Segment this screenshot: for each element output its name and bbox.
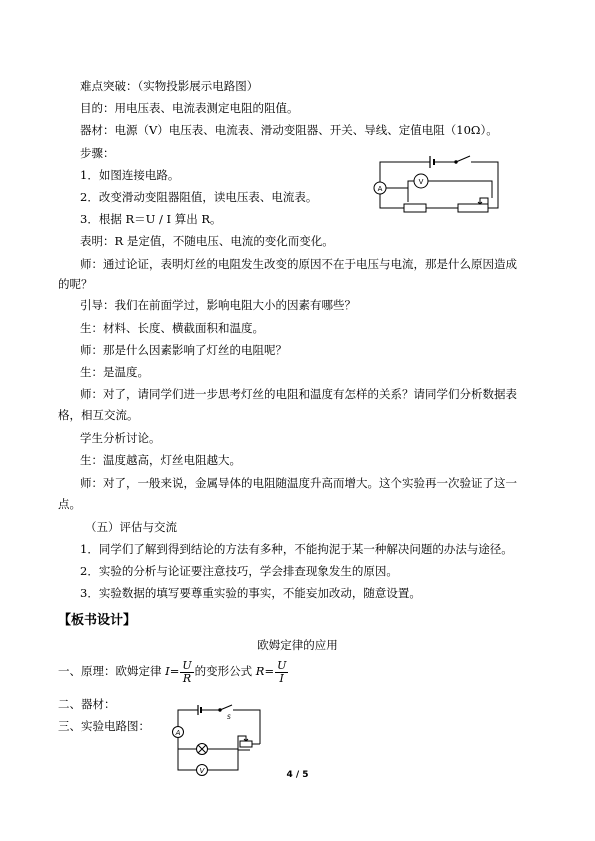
text-line: 格，相互交流。	[58, 408, 139, 422]
text-line: 生：材料、长度、横截面积和温度。	[80, 321, 264, 335]
voltmeter-label: V	[199, 767, 205, 775]
formula1-lhs: I	[165, 664, 170, 678]
board-title: 欧姆定律的应用	[257, 638, 338, 652]
text-line: 难点突破：（实物投影展示电路图）	[80, 79, 259, 93]
text-line: 师：对了，一般来说，金属导体的电阻随温度升高而增大。这个实验再一次验证了这一	[80, 476, 517, 490]
switch-label: S	[227, 714, 231, 721]
text-line: 3．根据 R＝U / I 算出 R。	[80, 212, 222, 226]
formula2-den: I	[279, 671, 284, 685]
text-line: 步骤：	[80, 146, 115, 160]
text-line: 师：那是什么因素影响了灯丝的电阻呢？	[80, 343, 287, 357]
text-line: 目的：用电压表、电流表测定电阻的阻值。	[80, 101, 299, 115]
text-line: 师：对了，请同学们进一步思考灯丝的电阻和温度有怎样的关系？请同学们分析数据表	[80, 387, 517, 401]
text-line: 学生分析讨论。	[80, 431, 161, 445]
text-line: 引导：我们在前面学过，影响电阻大小的因素有哪些？	[80, 298, 356, 312]
text-line: 3．实验数据的填写要尊重实验的事实，不能妄加改动，随意设置。	[80, 586, 421, 600]
formula1-den: R	[182, 671, 192, 685]
principle-prefix: 一、原理：欧姆定律	[58, 664, 162, 678]
lamp-icon	[197, 744, 208, 755]
circuit-line: 三、实验电路图：	[58, 719, 150, 733]
text-line: 2．实验的分析与论证要注意技巧，学会排查现象发生的原因。	[80, 564, 398, 578]
text-line: 表明：R 是定值，不随电压、电流的变化而变化。	[80, 234, 334, 248]
circuit-diagram-1	[370, 150, 510, 216]
text-line: 生：是温度。	[80, 365, 149, 379]
circuit-diagram-2	[170, 704, 270, 776]
page-number: 4 / 5	[286, 770, 309, 780]
voltmeter-label: V	[418, 178, 424, 186]
ammeter-label: A	[377, 185, 383, 193]
text-line: 的呢？	[58, 277, 93, 291]
formula1-eq: =	[169, 664, 180, 678]
formula1-num: U	[182, 658, 192, 672]
principle-line	[58, 656, 289, 686]
board-design-heading: 【板书设计】	[58, 613, 137, 628]
text-line: 1．同学们了解到得到结论的方法有多种，不能拘泥于某一种解决问题的办法与途径。	[80, 542, 513, 556]
equipment-line: 二、器材：	[58, 697, 116, 711]
text-line: 师：通过论证，表明灯丝的电阻发生改变的原因不在于电压与电流，那是什么原因造成	[80, 257, 517, 271]
ammeter-label: A	[175, 729, 181, 737]
formula2-lhs: R	[255, 664, 265, 678]
text-line: （五）评估与交流	[85, 520, 177, 534]
formula1-fraction	[180, 660, 193, 685]
principle-mid: 的变形公式	[194, 664, 253, 678]
formula2-eq: =	[264, 664, 275, 678]
text-line: 生：温度越高，灯丝电阻越大。	[80, 453, 241, 467]
text-line: 点。	[58, 497, 81, 511]
text-line: 2．改变滑动变阻器阻值，读电压表、电流表。	[80, 190, 318, 204]
formula2-fraction	[275, 660, 288, 685]
formula2-num: U	[277, 658, 287, 672]
text-line: 1．如图连接电路。	[80, 168, 180, 182]
text-line: 器材：电源（V）电压表、电流表、滑动变阻器、开关、导线、定值电阻（10Ω）。	[80, 123, 498, 137]
